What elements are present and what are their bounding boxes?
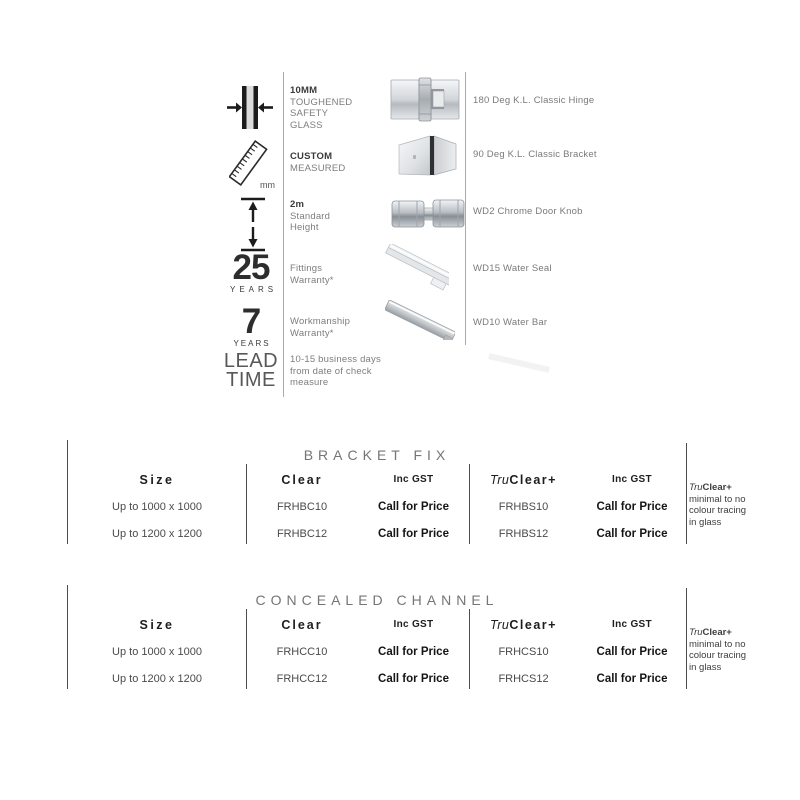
truclear-note-brand: TruClear+: [689, 482, 732, 493]
bracket-90deg-image: [397, 133, 459, 178]
feature-lead-line: from date of check: [290, 365, 372, 377]
feature-workmanship: [290, 316, 350, 339]
feature-workmanship-line: Workmanship: [290, 316, 351, 327]
header-truclear: [469, 466, 578, 493]
door-knob-image: [390, 196, 466, 232]
ruler-icon: [229, 139, 275, 191]
feature-lead-time: [290, 354, 381, 389]
glass-thickness-icon: [227, 84, 273, 131]
truclear-note: [689, 482, 779, 528]
bracket-fix-table: [67, 440, 747, 544]
product-label: 180 Deg K.L. Classic Hinge: [473, 95, 595, 106]
price-cell: Call for Price: [378, 527, 449, 540]
truclear-note-line: colour tracing: [689, 505, 747, 516]
fittings-warranty-years: 25: [232, 248, 270, 287]
truclear-note-brand: TruClear+: [689, 627, 732, 638]
truclear-suffix: Clear+: [509, 617, 557, 632]
water-bar-image: [385, 300, 455, 340]
feature-glass-line: TOUGHENED: [290, 96, 353, 108]
price-cell: Call for Price: [378, 500, 449, 513]
feature-custom-title: CUSTOM: [290, 151, 333, 162]
truclear-note-line: colour tracing: [689, 650, 747, 661]
feature-fittings-line: Fittings: [290, 263, 323, 274]
price-cell: Call for Price: [596, 500, 668, 513]
truclear-note-line: in glass: [689, 661, 722, 673]
feature-height: [290, 199, 330, 234]
workmanship-warranty-unit: YEARS: [233, 339, 271, 348]
feature-height-line: Standard: [290, 210, 331, 222]
truclear-note: [689, 627, 779, 673]
code-cell: FRHCS12: [498, 672, 549, 685]
truclear-prefix: Tru: [490, 472, 510, 487]
price-cell: Call for Price: [378, 672, 449, 685]
feature-glass-line: GLASS: [290, 119, 323, 131]
code-cell: FRHBS12: [498, 527, 549, 540]
lead-time-badge: [222, 352, 280, 390]
code-cell: FRHBC10: [276, 500, 328, 513]
price-cell: Call for Price: [596, 672, 668, 685]
truclear-prefix: Tru: [490, 617, 510, 632]
feature-fittings-line: Warranty*: [290, 274, 334, 286]
table-grid: [68, 611, 686, 692]
feature-height-title: 2m: [290, 199, 305, 210]
hinge-180deg-image: [390, 77, 460, 122]
table-right-divider: [686, 443, 687, 544]
product-label: WD15 Water Seal: [473, 263, 552, 274]
faint-shadow-streak: [488, 353, 550, 373]
feature-custom-line: MEASURED: [290, 162, 346, 174]
size-cell: Up to 1000 x 1000: [112, 500, 202, 513]
feature-divider-line: [283, 72, 284, 397]
header-inc-gst: Inc GST: [612, 619, 652, 630]
size-cell: Up to 1000 x 1000: [112, 645, 202, 658]
code-cell: FRHCS10: [498, 645, 549, 658]
price-cell: Call for Price: [596, 527, 668, 540]
feature-glass-line: SAFETY: [290, 108, 329, 119]
code-cell: FRHCC12: [276, 672, 328, 685]
product-label: WD2 Chrome Door Knob: [473, 206, 583, 217]
feature-fittings: [290, 263, 334, 286]
header-inc-gst: Inc GST: [393, 619, 434, 630]
table-title: BRACKET FIX: [303, 447, 451, 463]
header-truclear: [469, 611, 578, 638]
code-cell: FRHBS10: [498, 500, 549, 513]
table-right-divider: [686, 588, 687, 689]
lead-time-word: LEAD: [223, 350, 279, 372]
truclear-note-line: minimal to no: [689, 638, 746, 650]
truclear-note-line: minimal to no: [689, 493, 746, 505]
product-label: 90 Deg K.L. Classic Bracket: [473, 149, 597, 160]
code-cell: FRHCC10: [276, 645, 328, 658]
product-label: WD10 Water Bar: [473, 317, 548, 328]
header-inc-gst: Inc GST: [393, 474, 434, 485]
feature-glass: [290, 85, 352, 131]
table-grid: [68, 466, 686, 547]
feature-lead-line: 10-15 business days: [290, 354, 381, 365]
header-size: Size: [139, 617, 175, 632]
size-cell: Up to 1200 x 1200: [112, 527, 202, 540]
feature-glass-title: 10MM: [290, 85, 318, 96]
water-seal-image: [385, 244, 449, 292]
size-cell: Up to 1200 x 1200: [112, 672, 202, 685]
feature-lead-line: measure: [290, 377, 329, 388]
feature-custom: [290, 151, 345, 174]
header-clear: Clear: [281, 617, 323, 632]
price-cell: Call for Price: [596, 645, 668, 658]
table-title: CONCEALED CHANNEL: [255, 592, 499, 608]
price-cell: Call for Price: [378, 645, 449, 658]
truclear-suffix: Clear+: [509, 472, 557, 487]
fittings-warranty-badge: [226, 248, 278, 294]
header-clear: Clear: [281, 472, 323, 487]
height-arrows-icon: [240, 197, 266, 252]
feature-height-line: Height: [290, 222, 319, 233]
fittings-warranty-unit: YEARS: [230, 285, 278, 294]
ruler-unit-label: mm: [260, 180, 275, 190]
truclear-note-line: in glass: [689, 516, 722, 528]
lead-time-word: TIME: [226, 369, 276, 391]
header-size: Size: [139, 472, 175, 487]
workmanship-warranty-years: 7: [241, 302, 261, 341]
feature-workmanship-line: Warranty*: [290, 327, 334, 339]
code-cell: FRHBC12: [276, 527, 328, 540]
workmanship-warranty-badge: [226, 302, 276, 348]
concealed-channel-table: [67, 585, 747, 689]
header-inc-gst: Inc GST: [612, 474, 652, 485]
